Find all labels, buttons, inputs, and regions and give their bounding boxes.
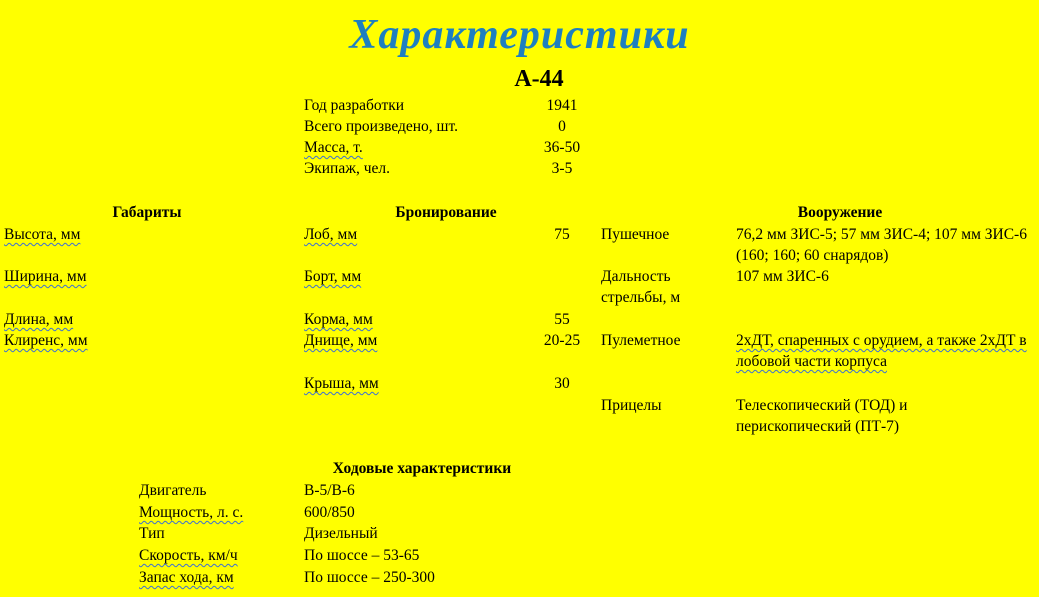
- dimensions-label-height: Высота, мм: [4, 226, 81, 243]
- running-value-range: По шоссе – 250-300: [304, 569, 435, 586]
- running-value-speed: По шоссе – 53-65: [304, 547, 420, 564]
- armor-label-side: Борт, мм: [304, 268, 362, 285]
- running-label-speed: Скорость, км/ч: [139, 547, 238, 564]
- dimensions-label-width: Ширина, мм: [4, 268, 87, 285]
- armor-value-front: 75: [554, 226, 570, 243]
- armament-label-sights: Прицелы: [601, 397, 662, 414]
- general-label-produced: Всего произведено, шт.: [304, 118, 458, 135]
- dimensions-label-clearance: Клиренс, мм: [4, 332, 88, 349]
- general-value-produced: 0: [558, 118, 566, 135]
- running-label-type: Тип: [139, 525, 165, 542]
- running-label-power: Мощность, л. с.: [139, 504, 244, 521]
- armor-label-roof: Крыша, мм: [304, 375, 379, 392]
- armor-value-roof: 30: [554, 375, 570, 392]
- running-value-type: Дизельный: [304, 525, 378, 542]
- armor-label-rear: Корма, мм: [304, 311, 373, 328]
- page-title: Характеристики: [349, 12, 690, 58]
- model-name: А-44: [514, 66, 564, 92]
- armament-value-sights: Телескопический (ТОД) и перископический (ПТ-7): [736, 397, 908, 435]
- general-value-crew: 3-5: [551, 160, 573, 177]
- running-label-engine: Двигатель: [139, 482, 207, 499]
- armor-value-bottom: 20-25: [543, 332, 581, 349]
- general-value-mass: 36-50: [543, 139, 581, 156]
- dimensions-header: Габариты: [112, 204, 182, 221]
- armor-label-bottom: Днище, мм: [304, 332, 378, 349]
- armament-value-range: 107 мм ЗИС-6: [736, 268, 829, 285]
- general-label-year: Год разработки: [304, 97, 405, 114]
- armament-label-mg: Пулеметное: [601, 332, 681, 349]
- general-value-year: 1941: [546, 97, 578, 114]
- running-label-range: Запас хода, км: [139, 569, 234, 586]
- armor-value-rear: 55: [554, 311, 570, 328]
- general-label-mass: Масса, т.: [304, 139, 363, 156]
- armament-header: Вооружение: [797, 204, 883, 221]
- armor-header: Бронирование: [395, 204, 497, 221]
- armor-label-front: Лоб, мм: [304, 226, 358, 243]
- running-value-power: 600/850: [304, 504, 355, 521]
- armament-value-mg: 2хДТ, спаренных с орудием, а также 2хДТ в лобовой части корпуса: [736, 332, 1027, 370]
- armament-label-range: Дальность стрельбы, м: [601, 268, 681, 306]
- general-label-crew: Экипаж, чел.: [304, 160, 390, 177]
- armament-value-cannon: 76,2 мм ЗИС-5; 57 мм ЗИС-4; 107 мм ЗИС-6 (160; 160; 60 снарядов): [736, 226, 1027, 264]
- running-value-engine: В-5/В-6: [304, 482, 355, 499]
- armament-label-cannon: Пушечное: [601, 226, 670, 243]
- dimensions-label-length: Длина, мм: [4, 311, 74, 328]
- running-header: Ходовые характеристики: [332, 460, 512, 477]
